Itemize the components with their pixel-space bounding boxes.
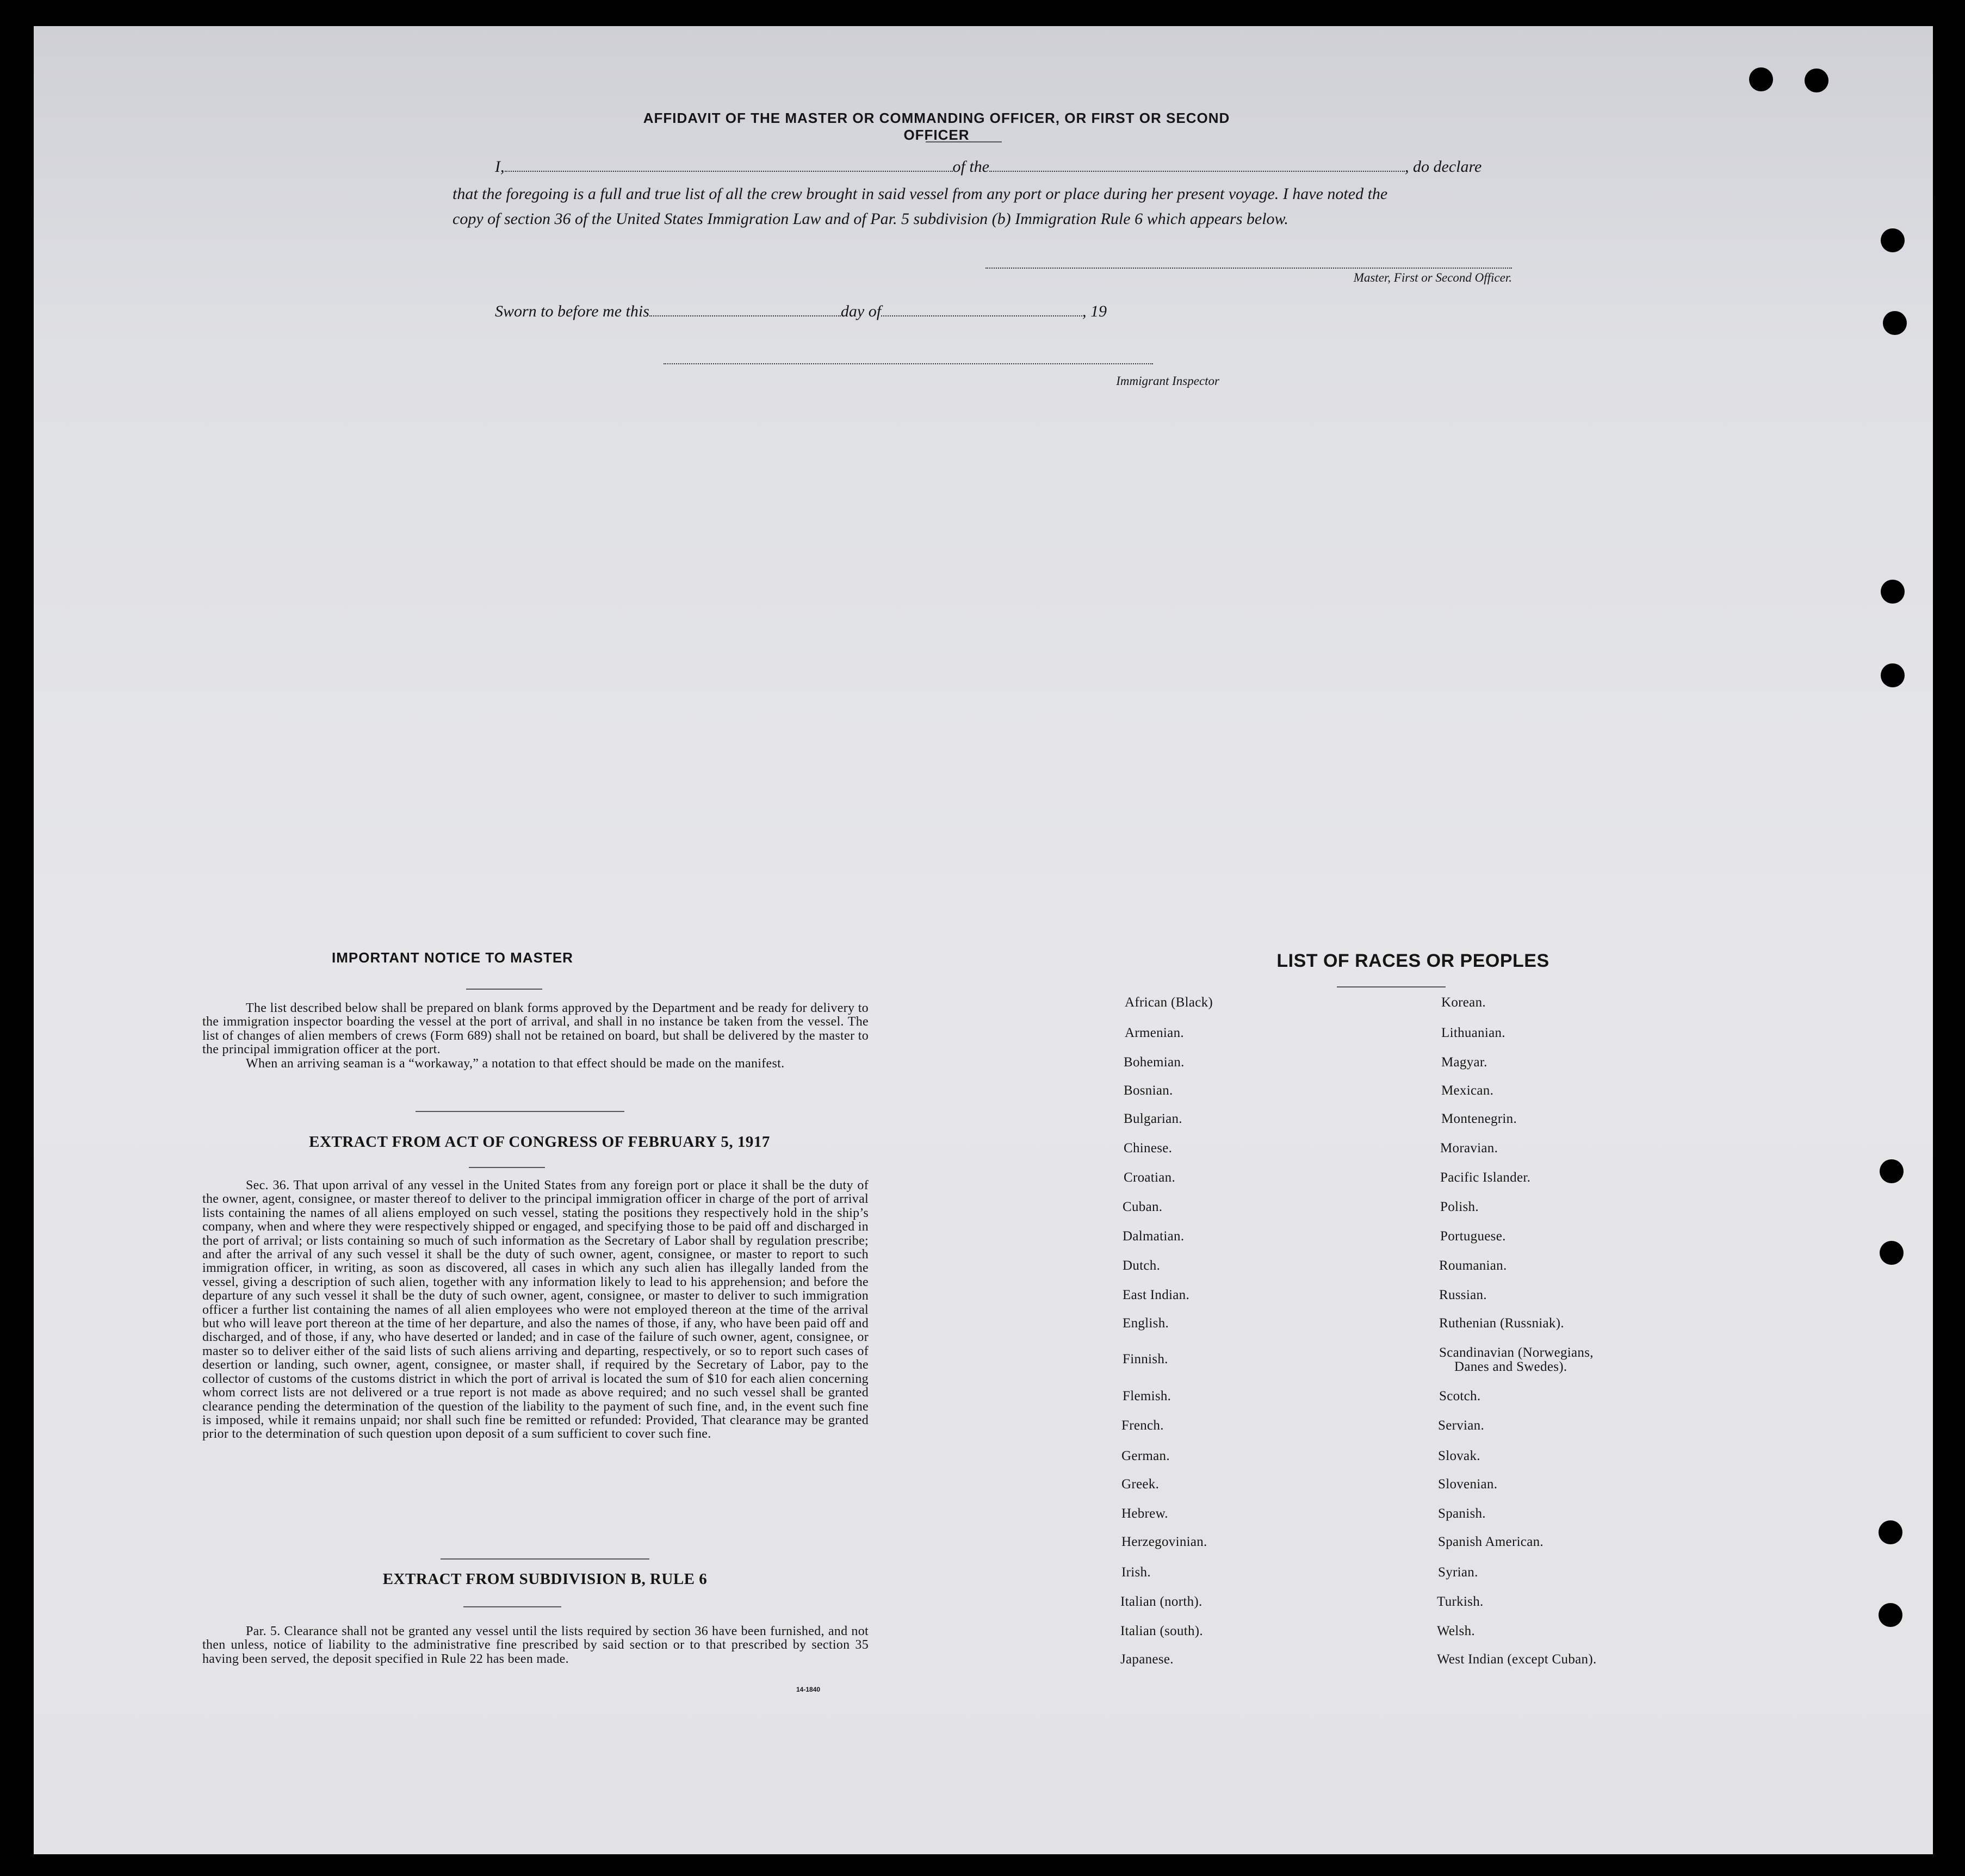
race-left: Armenian. (1125, 1026, 1184, 1040)
rule-extract-title: EXTRACT FROM SUBDIVISION B, RULE 6 (382, 1570, 708, 1588)
of-the-label: of the (952, 158, 989, 176)
race-right: Montenegrin. (1441, 1111, 1517, 1126)
race-right: Russian. (1439, 1288, 1487, 1302)
form-number: 14-1840 (796, 1686, 821, 1693)
race-right: Scandinavian (Norwegians, (1439, 1345, 1594, 1360)
race-left: East Indian. (1123, 1288, 1190, 1302)
inspector-label: Immigrant Inspector (1116, 374, 1219, 388)
affidavit-title: AFFIDAVIT OF THE MASTER OR COMMANDING OFFICER, OR FIRST OR SECOND OFFICER (643, 110, 1230, 143)
race-right: Syrian. (1438, 1565, 1478, 1580)
notice-paragraph-2: When an arriving seaman is a “workaway,” a notation to that effect should be made on the manifest. (246, 1056, 785, 1071)
race-left: Dalmatian. (1123, 1229, 1185, 1244)
race-left: German. (1121, 1449, 1170, 1463)
master-signature-label: Master, First or Second Officer. (1353, 271, 1512, 284)
affidavit-line-3: copy of section 36 of the United States Immigration Law and of Par. 5 subdivision (b) Immigration Rule 6 which appears below. (452, 210, 1288, 228)
act-extract-title: EXTRACT FROM ACT OF CONGRESS OF FEBRUARY 5, 1917 (309, 1133, 770, 1151)
race-left: African (Black) (1125, 995, 1213, 1010)
race-right: Roumanian. (1439, 1258, 1507, 1273)
race-left: English. (1123, 1316, 1169, 1331)
race-left: Bulgarian. (1124, 1111, 1182, 1126)
race-left: Italian (north). (1120, 1594, 1202, 1609)
year-label: , 19 (1082, 302, 1107, 320)
race-left: Greek. (1121, 1477, 1160, 1492)
race-right: Moravian. (1440, 1141, 1498, 1156)
race-left: Dutch. (1123, 1258, 1161, 1273)
race-right: Magyar. (1441, 1055, 1487, 1070)
race-left: Chinese. (1124, 1141, 1173, 1156)
race-right: Pacific Islander. (1440, 1170, 1531, 1185)
race-left: Cuban. (1123, 1200, 1163, 1214)
race-right-continuation: Danes and Swedes). (1454, 1359, 1567, 1374)
race-left: Croatian. (1124, 1170, 1176, 1185)
races-list (34, 26, 1933, 1854)
affidavit-line-2: that the foregoing is a full and true list of all the crew brought in said vessel from any port or place during her present voyage. I have noted the (452, 185, 1388, 203)
race-right: Lithuanian. (1441, 1026, 1505, 1040)
race-right: Mexican. (1441, 1083, 1494, 1098)
race-right: Slovak. (1438, 1449, 1480, 1463)
i-label: I, (495, 158, 505, 176)
race-left: Bosnian. (1124, 1083, 1173, 1098)
race-left: Herzegovinian. (1121, 1535, 1207, 1549)
race-right: Polish. (1440, 1200, 1479, 1214)
race-right: Turkish. (1437, 1594, 1484, 1609)
race-left: Finnish. (1123, 1352, 1168, 1366)
race-left: Irish. (1121, 1565, 1151, 1580)
race-right: Portuguese. (1440, 1229, 1506, 1244)
sworn-label: Sworn to before me this (495, 302, 649, 320)
race-left: Japanese. (1120, 1652, 1174, 1667)
race-right: Ruthenian (Russniak). (1439, 1316, 1564, 1331)
race-right: Servian. (1438, 1418, 1485, 1433)
sec-36-text: Sec. 36. That upon arrival of any vessel in the United States from any foreign port or place it shall be the duty of the owner, agent, consignee, or master thereof to deliver to the principal immigration officer in charge of the port of arrival lists containing the names of all aliens employed on such vessel, stating the positions they respectively hold in the ship’s company, when and where they were respectively shipped or engaged, and specifying those to be paid off and discharged in the port of arrival; or lists containing so much of such information as the Secretary of Labor shall by regulation prescribe; and after the arrival of any such vessel it shall be the duty of such owner, agent, consignee, or master to report to such immigration officer, in writing, as soon as discovered, all cases in which any such alien has illegally landed from the vessel, giving a description of such alien, together with any information likely to lead to his apprehension; and before the departure of any such vessel it shall be the duty of such owner, agent, consignee, or master to deliver to such immigration officer a further list containing the names of all alien employees who were not employed thereon at the time of the arrival but who will leave port thereon at the time of her departure, and also the names of those, if any, who have been paid off and discharged, and of those, if any, who have deserted or landed; and in case of the failure of such owner, agent, consignee, or master so to deliver either of the said lists of such aliens arriving and departing, respectively, or so to report such cases of desertion or landing, such owner, agent, consignee, or master shall, if required by the Secretary of Labor, pay to the collector of customs of the customs district in which the port of arrival is located the sum of $10 for each alien concerning whom correct lists are not delivered or a true report is not made as above required; and no such vessel shall be granted clearance pending the determination of the question of the liability to the payment of such fine, and, in the event such fine is imposed, while it remains unpaid; nor shall such fine be remitted or refunded: Provided, That clearance may be granted prior to the determination of such question upon deposit of a sum sufficient to cover such fine. (202, 1178, 869, 1442)
race-right: West Indian (except Cuban). (1437, 1652, 1597, 1667)
race-right: Slovenian. (1438, 1477, 1498, 1492)
races-title: LIST OF RACES OR PEOPLES (1276, 951, 1549, 971)
race-right: Spanish. (1438, 1506, 1486, 1521)
notice-title: IMPORTANT NOTICE TO MASTER (332, 949, 573, 966)
form-page (34, 26, 1933, 1854)
par-5-text: Par. 5. Clearance shall not be granted any vessel until the lists required by section 36 have been furnished, and not then unless, notice of liability to the administrative fine prescribed by said section or to that prescribed by section 35 having been served, the deposit specified in Rule 22 has been made. (202, 1624, 869, 1666)
declare-label: , do declare (1405, 158, 1482, 176)
race-left: Flemish. (1123, 1389, 1171, 1403)
notice-paragraph-1: The list described below shall be prepared on blank forms approved by the Department and be ready for delivery to the immigration inspector boarding the vessel at the port of arrival, and shall in no instance be taken from the vessel. The list of changes of alien members of crews (Form 689) shall not be retained on board, but shall be delivered by the master to the principal immigration officer at the port. (202, 1001, 869, 1057)
race-left: Hebrew. (1121, 1506, 1168, 1521)
race-left: Italian (south). (1120, 1624, 1203, 1638)
race-left: French. (1121, 1418, 1164, 1433)
race-right: Welsh. (1437, 1624, 1475, 1638)
day-of-label: day of (840, 302, 882, 320)
race-left: Bohemian. (1124, 1055, 1185, 1070)
race-right: Spanish American. (1438, 1535, 1544, 1549)
race-right: Scotch. (1439, 1389, 1481, 1403)
race-right: Korean. (1441, 995, 1486, 1010)
